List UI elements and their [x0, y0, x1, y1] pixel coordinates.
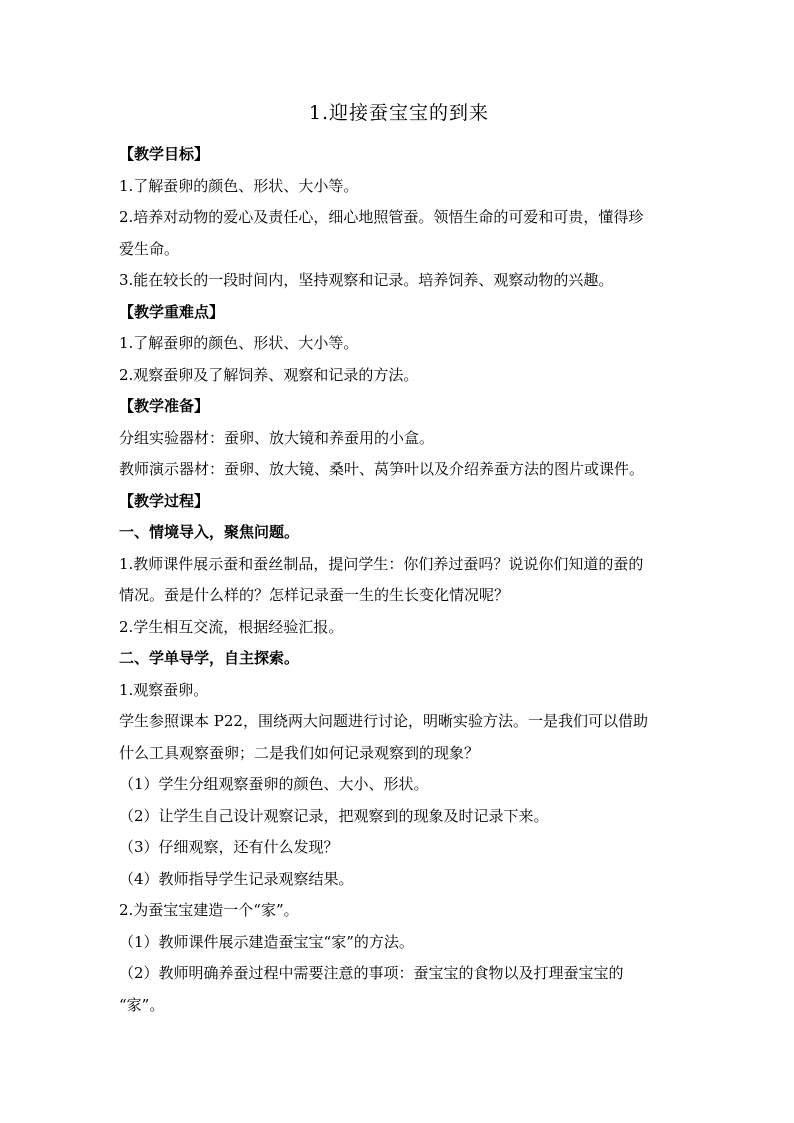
text-line: （3）仔细观察，还有什么发现？: [119, 838, 339, 856]
text-line: 1.了解蚕卵的颜色、形状、大小等。: [119, 176, 359, 195]
text-line: 2.学生相互交流，根据经验汇报。: [119, 617, 344, 636]
text-line: 学生参照课本 P22，围绕两大问题进行讨论，明晰实验方法。一是我们可以借助: [119, 712, 648, 730]
text-line: 什么工具观察蚕卵；二是我们如何记录观察到的现象？: [119, 743, 480, 762]
section-heading: 【教学过程】: [119, 491, 210, 510]
text-line: 1.了解蚕卵的颜色、形状、大小等。: [119, 334, 359, 352]
text-line: 情况。蚕是什么样的？怎样记录蚕一生的生长变化情况呢？: [119, 586, 510, 604]
text-line: 2.培养对动物的爱心及责任心，细心地照管蚕。领悟生命的可爱和可贵，懂得珍: [119, 208, 644, 226]
section-heading: 【教学目标】: [119, 145, 210, 163]
text-line: 2.观察蚕卵及了解饲养、观察和记录的方法。: [119, 365, 419, 384]
text-line: （2）教师明确养蚕过程中需要注意的事项：蚕宝宝的食物以及打理蚕宝宝的: [119, 964, 624, 982]
text-line: “家”。: [119, 995, 165, 1014]
document-page: [119, 98, 679, 1021]
text-line: （1）教师课件展示建造蚕宝宝“家”的方法。: [119, 932, 414, 951]
text-line: 教师演示器材：蚕卵、放大镜、桑叶、莴笋叶以及介绍养蚕方法的图片或课件。: [119, 460, 645, 478]
text-line: 爱生命。: [119, 239, 180, 258]
text-line: 分组实验器材：蚕卵、放大镜和养蚕用的小盒。: [119, 428, 435, 447]
text-line: 1.观察蚕卵。: [119, 680, 209, 699]
section-heading: 【教学重难点】: [119, 302, 225, 321]
text-line: 3.能在较长的一段时间内，坚持观察和记录。培养饲养、观察动物的兴趣。: [119, 271, 614, 289]
document-body: [119, 139, 679, 1021]
text-line: 1.教师课件展示蚕和蚕丝制品，提问学生：你们养过蚕吗？说说你们知道的蚕的: [119, 554, 644, 573]
text-line: （4）教师指导学生记录观察结果。: [119, 869, 354, 888]
text-line: 2.为蚕宝宝建造一个“家”。: [119, 901, 299, 919]
text-line: （2）让学生自己设计观察记录，把观察到的现象及时记录下来。: [119, 806, 549, 825]
page-title: 1.迎接蚕宝宝的到来: [308, 102, 490, 124]
section-heading: 【教学准备】: [119, 397, 210, 415]
section-heading: 二、学单导学，自主探索。: [119, 649, 300, 667]
text-line: （1）学生分组观察蚕卵的颜色、大小、形状。: [119, 775, 429, 793]
section-heading: 一、情境导入，聚焦问题。: [119, 523, 300, 541]
